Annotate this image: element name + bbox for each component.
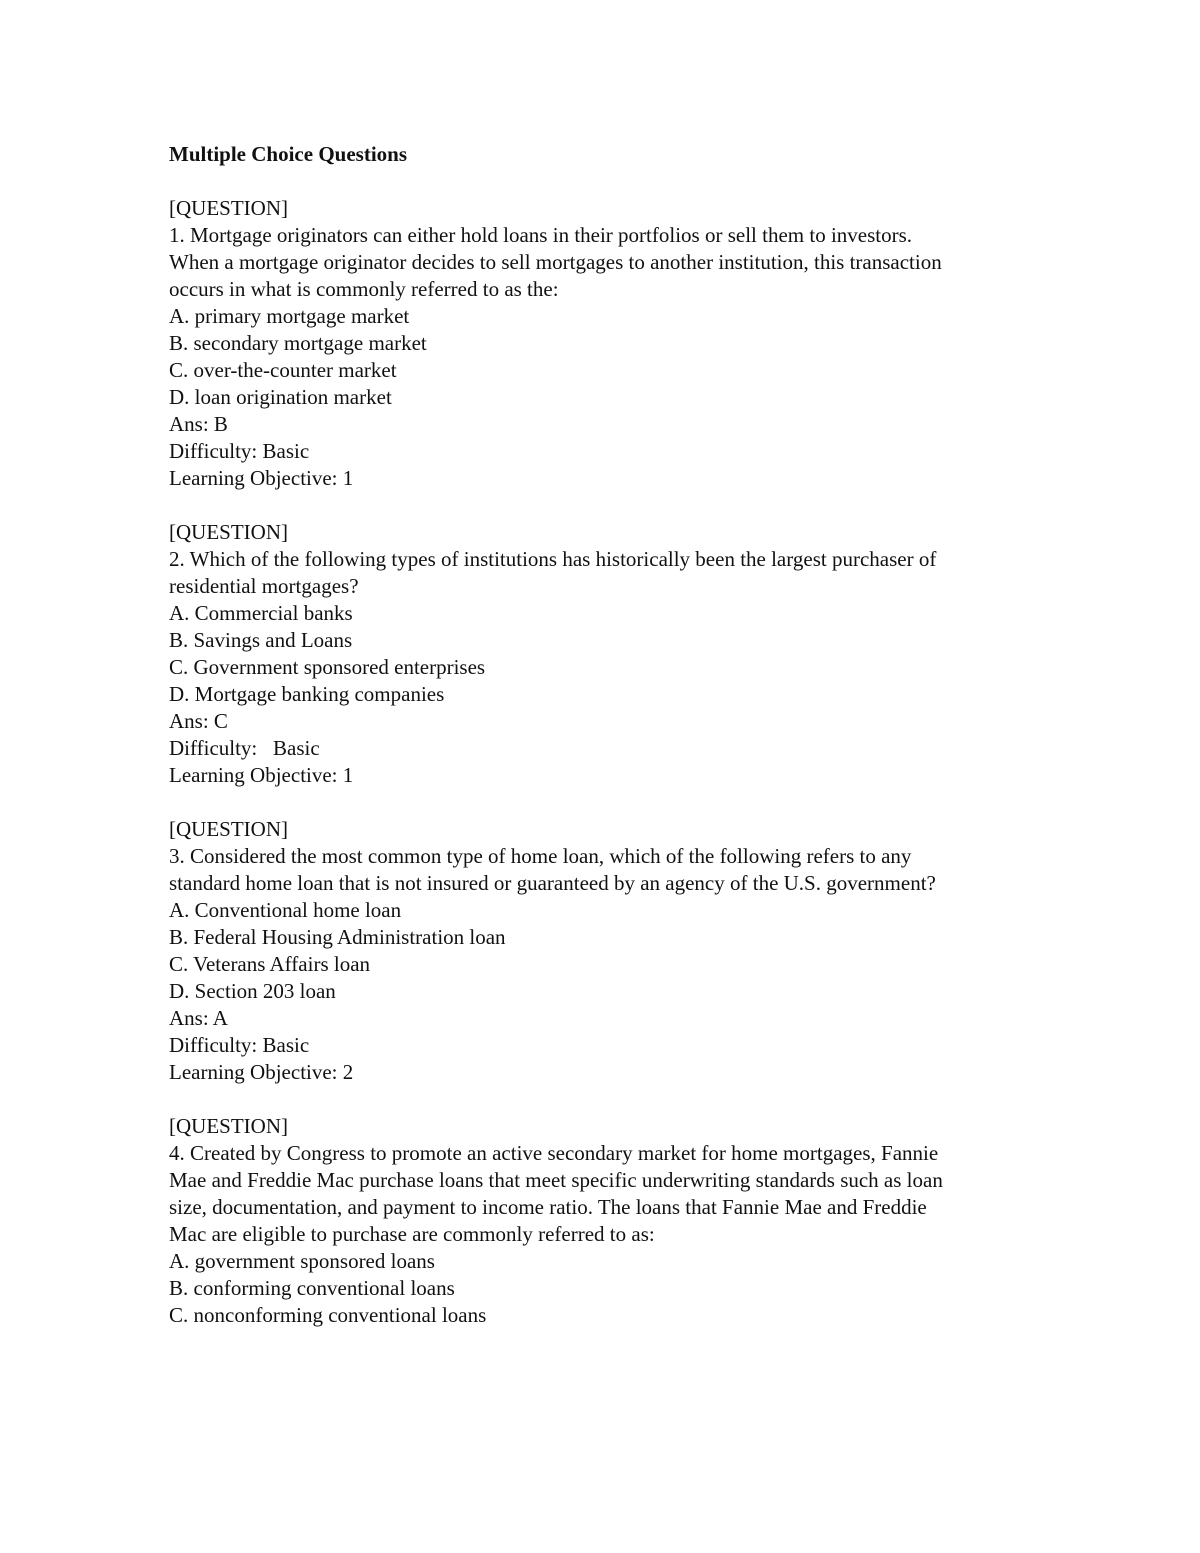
- question-stem-line: residential mortgages?: [169, 574, 359, 598]
- answer-option-c: C. over-the-counter market: [169, 358, 397, 382]
- answer-key: Ans: B: [169, 412, 228, 436]
- difficulty-label: Difficulty: Basic: [169, 736, 320, 760]
- question-stem-line: occurs in what is commonly referred to as the:: [169, 277, 559, 301]
- answer-key: Ans: C: [169, 709, 228, 733]
- question-block: [169, 195, 1069, 492]
- question-block: [169, 519, 1069, 789]
- question-stem-line: Mac are eligible to purchase are commonly referred to as:: [169, 1222, 655, 1246]
- answer-option-c: C. Government sponsored enterprises: [169, 655, 486, 679]
- answer-option-b: B. secondary mortgage market: [169, 331, 427, 355]
- question-tag: [QUESTION]: [169, 520, 288, 544]
- question-stem-line: When a mortgage originator decides to sell mortgages to another institution, this transaction: [169, 250, 942, 274]
- answer-option-a: A. government sponsored loans: [169, 1249, 435, 1273]
- difficulty-label: Difficulty: Basic: [169, 439, 310, 463]
- answer-option-c: C. Veterans Affairs loan: [169, 952, 371, 976]
- answer-option-b: B. Federal Housing Administration loan: [169, 925, 506, 949]
- question-tag: [QUESTION]: [169, 817, 288, 841]
- question-block: [169, 816, 1069, 1086]
- answer-option-b: B. Savings and Loans: [169, 628, 353, 652]
- learning-objective-label: Learning Objective: 1: [169, 763, 354, 787]
- answer-option-a: A. Commercial banks: [169, 601, 353, 625]
- document-title: Multiple Choice Questions: [169, 142, 408, 166]
- question-tag: [QUESTION]: [169, 196, 288, 220]
- answer-option-a: A. primary mortgage market: [169, 304, 410, 328]
- question-tag: [QUESTION]: [169, 1114, 288, 1138]
- learning-objective-label: Learning Objective: 1: [169, 466, 354, 490]
- answer-option-c: C. nonconforming conventional loans: [169, 1303, 487, 1327]
- answer-option-d: D. loan origination market: [169, 385, 392, 409]
- question-stem-line: standard home loan that is not insured or guaranteed by an agency of the U.S. government?: [169, 871, 936, 895]
- answer-option-b: B. conforming conventional loans: [169, 1276, 455, 1300]
- question-stem-line: 2. Which of the following types of institutions has historically been the largest purchaser of: [169, 547, 937, 571]
- question-stem-line: 1. Mortgage originators can either hold loans in their portfolios or sell them to investors.: [169, 223, 913, 247]
- answer-key: Ans: A: [169, 1006, 228, 1030]
- answer-option-a: A. Conventional home loan: [169, 898, 402, 922]
- learning-objective-label: Learning Objective: 2: [169, 1060, 354, 1084]
- document-page: [169, 141, 1069, 1356]
- difficulty-label: Difficulty: Basic: [169, 1033, 310, 1057]
- answer-option-d: D. Mortgage banking companies: [169, 682, 445, 706]
- question-stem-line: size, documentation, and payment to income ratio. The loans that Fannie Mae and Freddie: [169, 1195, 927, 1219]
- question-stem-line: 3. Considered the most common type of home loan, which of the following refers to any: [169, 844, 912, 868]
- question-block: [169, 1113, 1069, 1329]
- question-stem-line: 4. Created by Congress to promote an active secondary market for home mortgages, Fannie: [169, 1141, 939, 1165]
- question-stem-line: Mae and Freddie Mac purchase loans that meet specific underwriting standards such as loan: [169, 1168, 943, 1192]
- answer-option-d: D. Section 203 loan: [169, 979, 336, 1003]
